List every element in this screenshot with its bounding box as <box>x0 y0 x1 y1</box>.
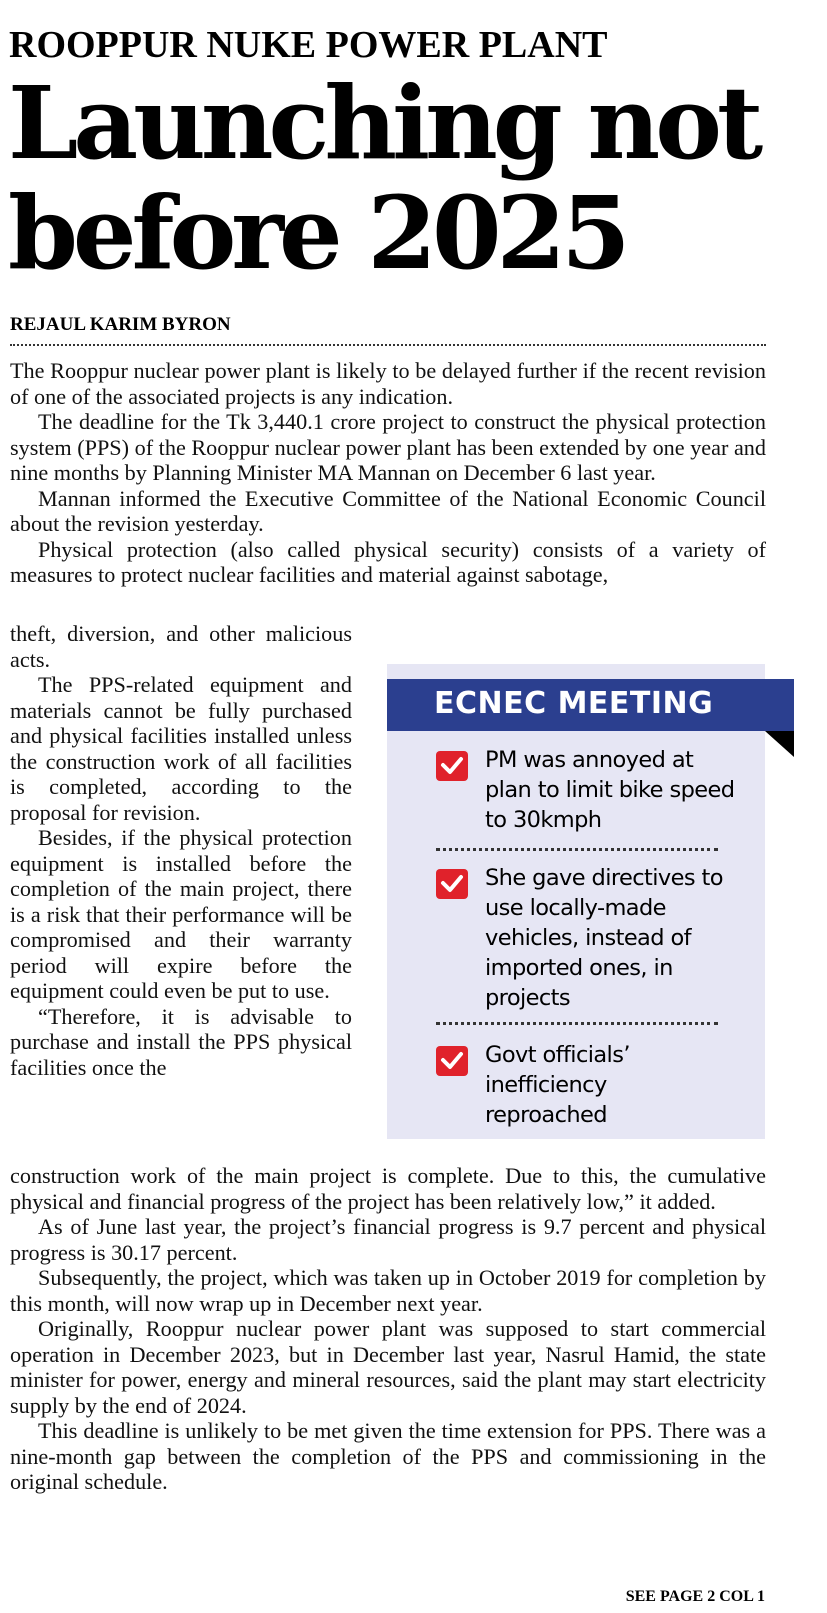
paragraph: The PPS-related equipment and materials cannot be fully purchased and physical facilities installed unless the construction work of all facilities is completed, according to the proposal for revision. <box>10 672 352 825</box>
paragraph: The deadline for the Tk 3,440.1 crore project to construct the physical protection system (PPS) of the Rooppur nuclear power plant has been extended by one year and nine months by Planning Minister MA Mannan on December 6 last year. <box>10 409 766 485</box>
sidebar-item-text: PM was annoyed at plan to limit bike speed to 30kmph <box>485 747 735 833</box>
sidebar-item-text: Govt officials’ inefficiency reproached <box>485 1042 630 1128</box>
paragraph: The Rooppur nuclear power plant is likely to be delayed further if the recent revision of one of the associated projects is any indication. <box>10 358 766 409</box>
byline: REJAUL KARIM BYRON <box>10 314 231 335</box>
paragraph: “Therefore, it is advisable to purchase and install the PPS physical facilities once the <box>10 1003 352 1080</box>
sidebar-divider <box>436 848 718 851</box>
checkbox-check-icon <box>436 869 468 899</box>
paragraph: Besides, if the physical protection equipment is installed before the completion of the main project, there is a risk that their performance will be compromised and their warranty period will expire before the equipment could even be put to use. <box>10 825 352 1003</box>
byline-divider <box>10 344 766 346</box>
checkbox-check-icon <box>436 1046 468 1076</box>
article-body-top <box>10 358 766 588</box>
paragraph: theft, diversion, and other malicious acts. <box>10 621 352 672</box>
article-body-bottom <box>10 1163 766 1495</box>
headline: Launching not before 2025 <box>8 64 759 292</box>
article-body-column <box>10 621 352 1080</box>
paragraph: Mannan informed the Executive Committee of the National Economic Council about the revision yesterday. <box>10 485 766 536</box>
paragraph: construction work of the main project is complete. Due to this, the cumulative physical and financial progress of the project has been relatively low,” it added. <box>10 1163 766 1214</box>
sidebar-divider <box>436 1022 718 1025</box>
kicker: ROOPPUR NUKE POWER PLANT <box>9 24 608 66</box>
paragraph: Originally, Rooppur nuclear power plant was supposed to start commercial operation in December 2023, but in December last year, Nasrul Hamid, the state minister for power, energy and mineral resources, said the plant may start electricity supply by the end of 2024. <box>10 1316 766 1418</box>
continuation-note: SEE PAGE 2 COL 1 <box>625 1588 765 1605</box>
paragraph: Physical protection (also called physical security) consists of a variety of measures to protect nuclear facilities and material against sabotage, <box>10 536 766 587</box>
sidebar-item-text: She gave directives to use locally-made vehicles, instead of imported ones, in projects <box>485 865 723 1011</box>
paragraph: As of June last year, the project’s financial progress is 9.7 percent and physical progress is 30.17 percent. <box>10 1214 766 1265</box>
paragraph: Subsequently, the project, which was taken up in October 2019 for completion by this month, will now wrap up in December next year. <box>10 1265 766 1316</box>
sidebar-title: ECNEC MEETING <box>434 686 714 721</box>
checkbox-check-icon <box>436 751 468 781</box>
banner-fold <box>765 731 794 757</box>
paragraph: This deadline is unlikely to be met given the time extension for PPS. There was a nine-month gap between the completion of the PPS and commissioning in the original schedule. <box>10 1418 766 1494</box>
